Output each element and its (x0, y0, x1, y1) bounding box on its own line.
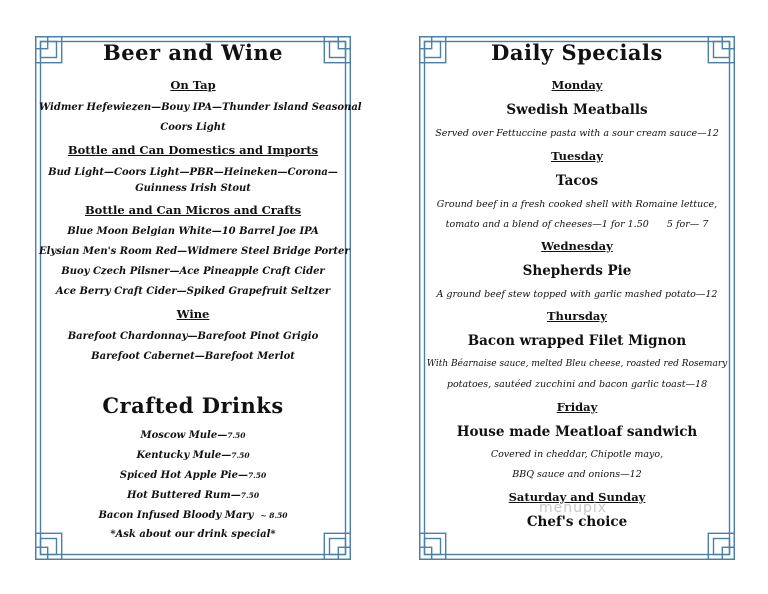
micros-header: Bottle and Can Micros and Crafts (84, 203, 302, 217)
drink-item: Spiced Hot Apple Pie—7.50 (119, 470, 267, 481)
wine-line: Barefoot Cabernet—Barefoot Merlot (91, 351, 295, 362)
day-header-weekend: Saturday and Sunday (508, 490, 646, 504)
dish-name: Swedish Meatballs (506, 102, 648, 118)
domestics-header: Bottle and Can Domestics and Imports (67, 143, 319, 157)
micros-line: Blue Moon Belgian White—10 Barrel Joe IPA (67, 226, 319, 237)
drink-item: Bacon Infused Bloody Mary ~ 8.50 (98, 510, 288, 521)
dish-description: With Béarnaise sauce, melted Bleu cheese, roasted red Rosemary (426, 359, 728, 369)
micros-line: Buoy Czech Pilsner—Ace Pineapple Craft Cider (61, 266, 325, 277)
day-header-friday: Friday (556, 400, 598, 414)
day-header-tuesday: Tuesday (551, 149, 603, 163)
dish-description: tomato and a blend of cheeses—1 for 1.50 5 for— 7 (445, 219, 709, 230)
micros-line: Ace Berry Craft Cider—Spiked Grapefruit Seltzer (55, 286, 331, 297)
wine-header: Wine (176, 307, 210, 321)
day-header-thursday: Thursday (547, 309, 607, 323)
on-tap-line: Coors Light (160, 122, 226, 133)
dish-name: Bacon wrapped Filet Mignon (467, 333, 687, 349)
domestics-line: Bud Light—Coors Light—PBR—Heineken—Corona— (48, 167, 338, 178)
daily-specials-title: Daily Specials (491, 40, 663, 65)
dish-description: Served over Fettuccine pasta with a sour cream sauce—12 (435, 128, 719, 139)
on-tap-line: Widmer Hefewiezen—Bouy IPA—Thunder Island Seasonal (39, 102, 362, 113)
wine-line: Barefoot Chardonnay—Barefoot Pinot Grigio (67, 331, 319, 342)
dish-description: A ground beef stew topped with garlic mashed potato—12 (436, 289, 718, 300)
day-header-wednesday: Wednesday (541, 239, 613, 253)
drink-special-note: *Ask about our drink special* (110, 529, 276, 540)
dish-name: Chef's choice (526, 514, 628, 530)
drink-item: Moscow Mule—7.50 (140, 430, 246, 441)
drink-item: Hot Buttered Rum—7.50 (126, 490, 260, 501)
drink-item: Kentucky Mule—7.50 (136, 450, 250, 461)
watermark: menupix (539, 500, 608, 516)
beer-wine-panel (35, 36, 362, 560)
micros-line: Elysian Men's Room Red—Widmere Steel Bridge Porter (39, 246, 350, 257)
dish-name: Shepherds Pie (522, 263, 632, 279)
on-tap-header: On Tap (170, 78, 216, 92)
domestics-line: Guinness Irish Stout (135, 183, 251, 194)
dish-description: potatoes, sautéed zucchini and bacon garlic toast—18 (446, 379, 708, 390)
day-header-monday: Monday (551, 78, 603, 92)
beer-wine-title: Beer and Wine (102, 40, 284, 65)
daily-specials-panel (419, 36, 735, 560)
dish-name: Tacos (555, 173, 599, 189)
dish-description: Ground beef in a fresh cooked shell with Romaine lettuce, (436, 199, 718, 210)
crafted-drinks-title: Crafted Drinks (102, 393, 284, 418)
dish-description: Covered in cheddar, Chipotle mayo, (490, 449, 664, 460)
dish-description: BBQ sauce and onions—12 (512, 469, 642, 480)
dish-name: House made Meatloaf sandwich (456, 424, 698, 440)
